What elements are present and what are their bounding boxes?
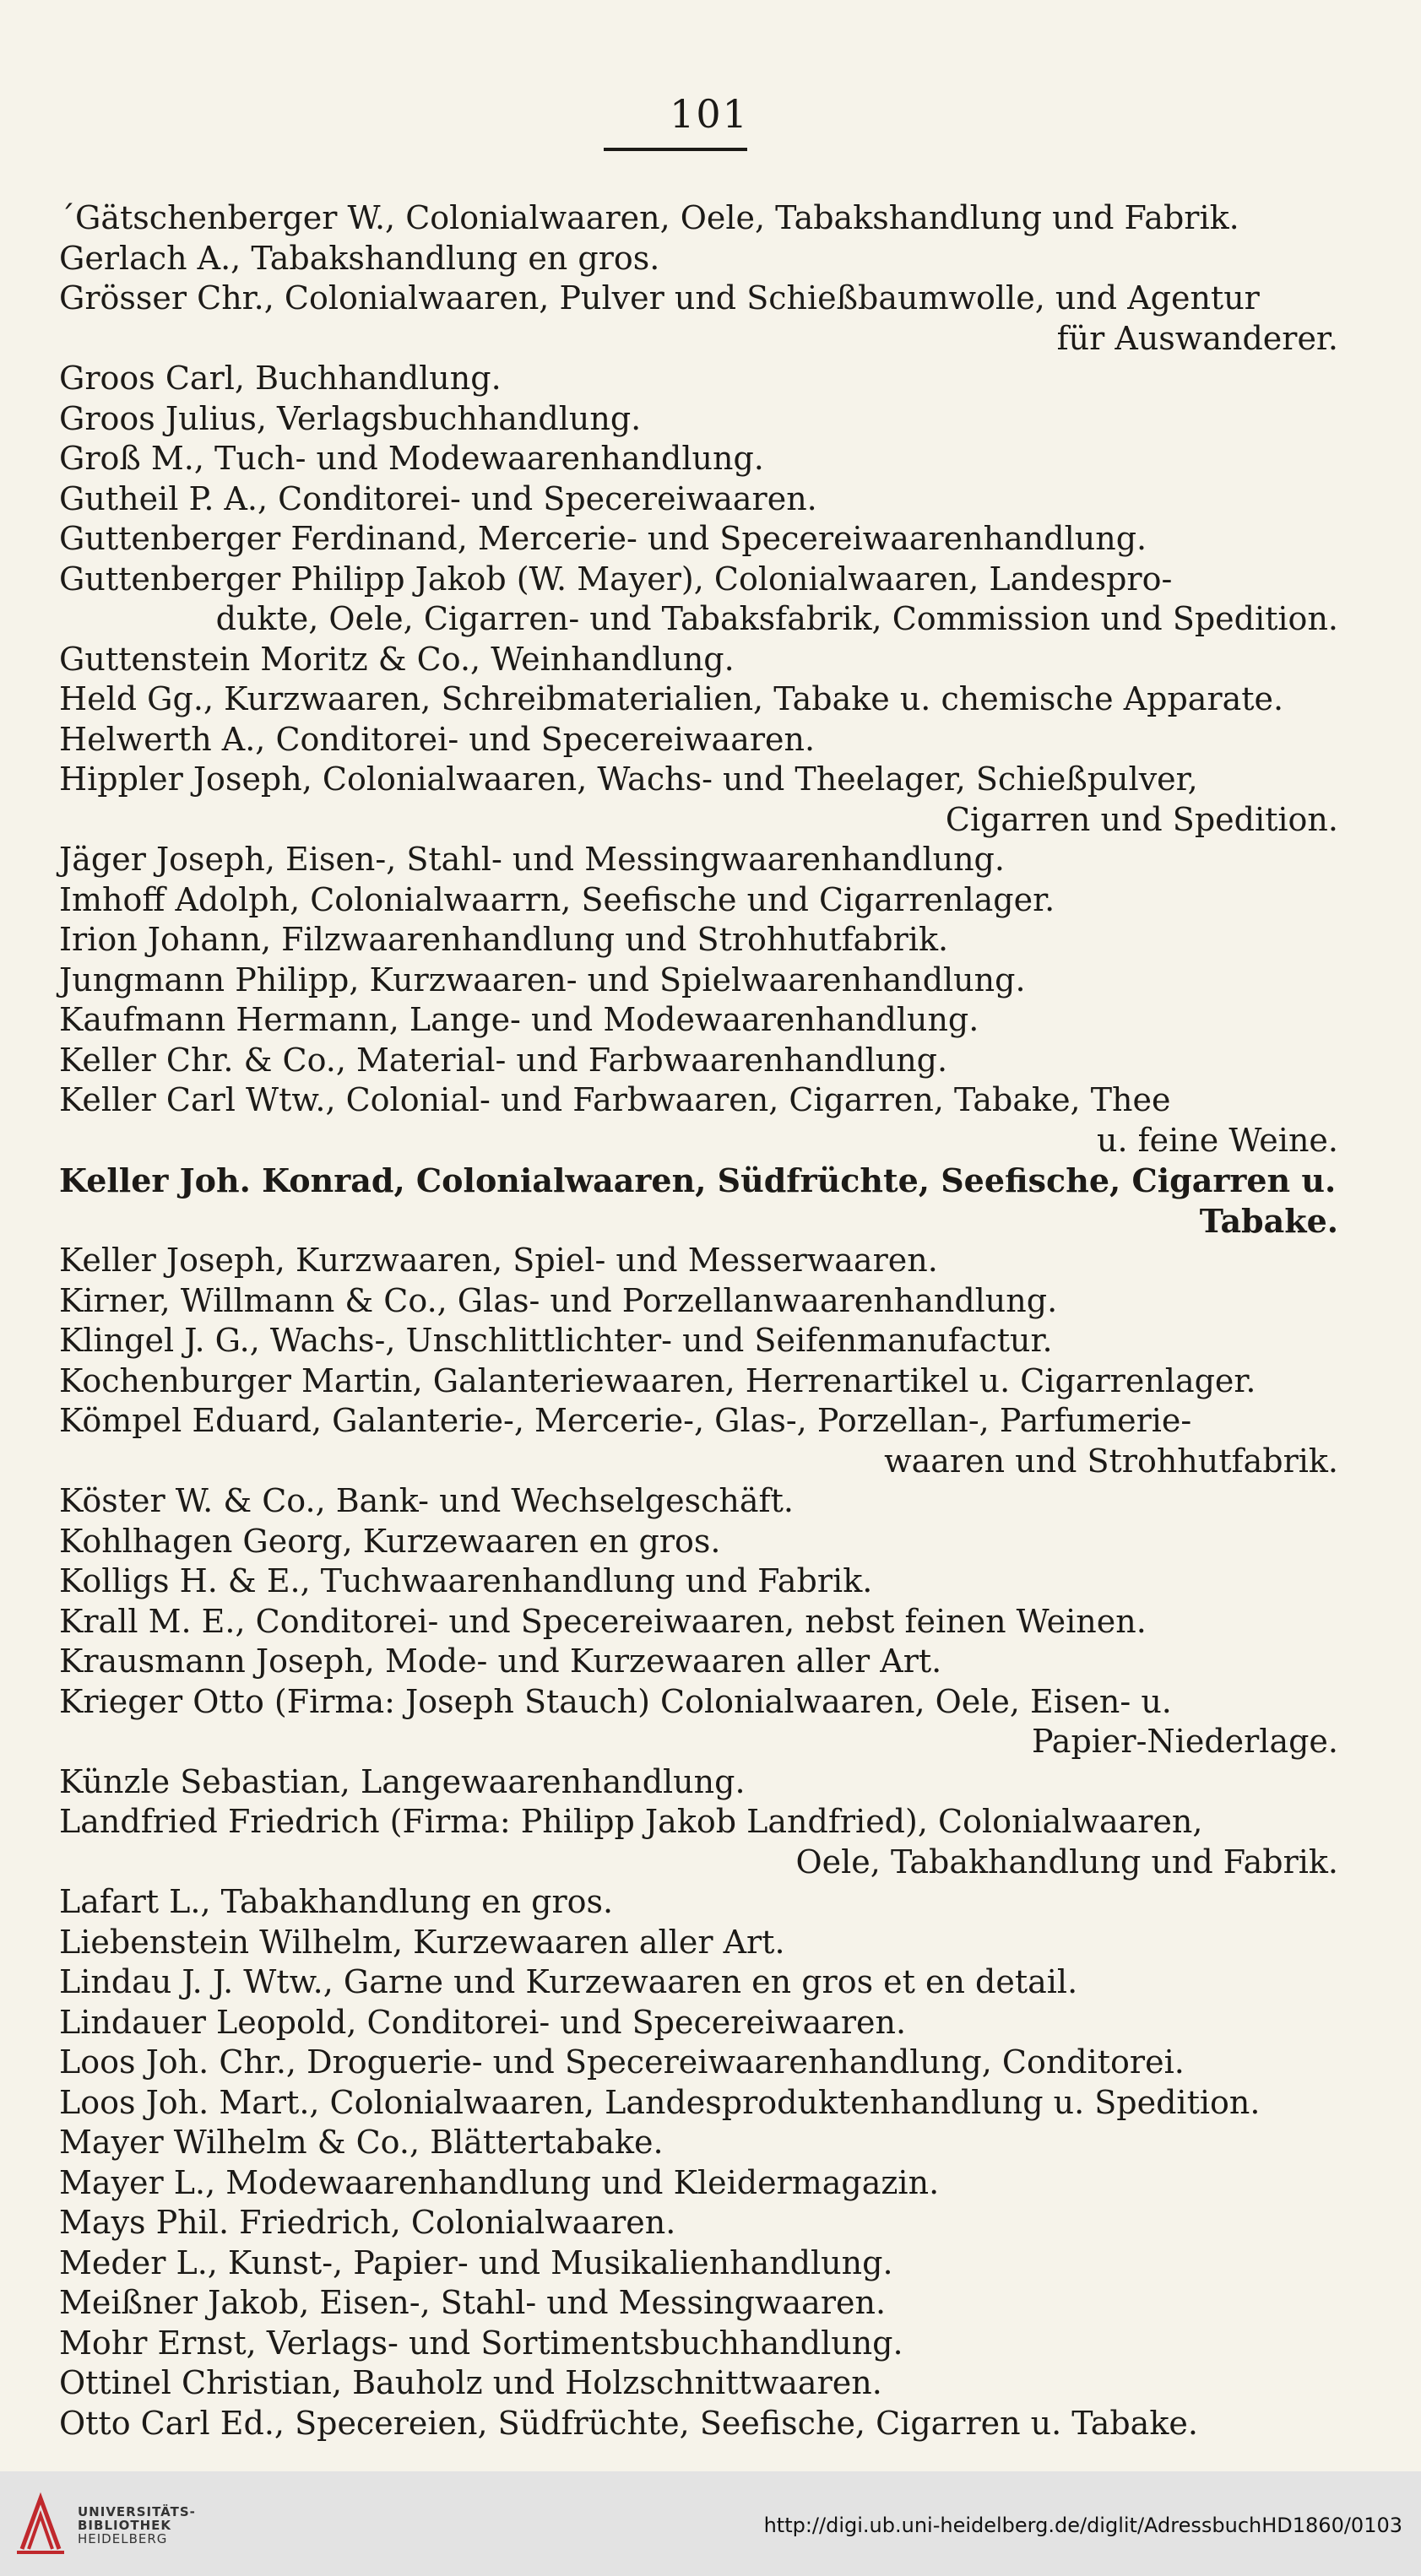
- directory-entry: [59, 1281, 1342, 1322]
- directory-entry: [59, 2083, 1342, 2124]
- entry-text: Irion Johann, Filzwaarenhandlung und Strohhutfabrik.: [59, 921, 949, 958]
- entry-text: Kochenburger Martin, Galanteriewaaren, Herrenartikel u. Cigarrenlager.: [59, 1361, 1256, 1399]
- entry-continuation: u. feine Weine.: [1096, 1121, 1338, 1159]
- entry-text: Groos Carl, Buchhandlung.: [59, 360, 502, 397]
- entry-text: Helwerth A., Conditorei- und Specereiwaaren.: [59, 720, 816, 758]
- directory-entry: [59, 961, 1342, 1001]
- entry-text: Klingel J. G., Wachs-, Unschlittlichter- und Seifenmanufactur.: [59, 1322, 1053, 1359]
- entry-text: Lindauer Leopold, Conditorei- und Specereiwaaren.: [59, 2003, 907, 2041]
- directory-entry: [59, 1401, 1342, 1481]
- directory-entry: [59, 2163, 1342, 2204]
- entry-text: Krieger Otto (Firma: Joseph Stauch) Colonialwaaren, Oele, Eisen- u.: [59, 1682, 1172, 1720]
- entry-text: Mayer L., Modewaarenhandlung und Kleidermagazin.: [59, 2163, 940, 2201]
- entry-continuation: waaren und Strohhutfabrik.: [884, 1442, 1338, 1480]
- directory-entry: [59, 1682, 1342, 1762]
- directory-entry: [59, 239, 1342, 279]
- directory-entry: [59, 1481, 1342, 1522]
- directory-entry: [59, 1802, 1342, 1882]
- entry-text: Loos Joh. Mart., Colonialwaaren, Landesproduktenhandlung u. Spedition.: [59, 2083, 1261, 2121]
- entry-continuation: Papier-Niederlage.: [1031, 1723, 1338, 1760]
- directory-entry: [59, 2363, 1342, 2404]
- entry-text: Krausmann Joseph, Mode- und Kurzewaaren aller Art.: [59, 1642, 942, 1680]
- entry-text: Mohr Ernst, Verlags- und Sortimentsbuchhandlung.: [59, 2324, 903, 2362]
- entry-text: Kaufmann Hermann, Lange- und Modewaarenhandlung.: [59, 1001, 979, 1038]
- entry-text: Guttenberger Philipp Jakob (W. Mayer), Colonialwaaren, Landespro-: [59, 560, 1173, 598]
- directory-entry: [59, 1000, 1342, 1041]
- entry-text: Kirner, Willmann & Co., Glas- und Porzellanwaarenhandlung.: [59, 1281, 1058, 1319]
- entry-text: Lindau J. J. Wtw., Garne und Kurzewaaren en gros et en detail.: [59, 1963, 1078, 2000]
- directory-entry: [59, 1962, 1342, 2003]
- entry-continuation: für Auswanderer.: [1056, 319, 1338, 357]
- entry-text: Imhoff Adolph, Colonialwaarrn, Seefische und Cigarrenlager.: [59, 880, 1055, 918]
- footer-bar: [0, 2471, 1421, 2576]
- directory-entry: [59, 880, 1342, 921]
- directory-entry: [59, 1321, 1342, 1361]
- directory-entry: [59, 1161, 1342, 1241]
- directory-entry: [59, 1080, 1342, 1161]
- directory-entry: [59, 198, 1342, 239]
- entry-text: Keller Joseph, Kurzwaaren, Spiel- und Messerwaaren.: [59, 1242, 938, 1279]
- page-number-rule: [604, 148, 747, 151]
- directory-entry: [59, 1241, 1342, 1281]
- directory-entry: [59, 1561, 1342, 1602]
- directory-entry: [59, 2123, 1342, 2163]
- directory-entry: [59, 2283, 1342, 2324]
- entry-continuation: Cigarren und Spedition.: [945, 800, 1338, 838]
- directory-entry: [59, 840, 1342, 880]
- directory-entry: [59, 1041, 1342, 1081]
- entry-continuation: Oele, Tabakhandlung und Fabrik.: [795, 1843, 1338, 1881]
- directory-entry: [59, 2324, 1342, 2364]
- entry-text: Künzle Sebastian, Langewaarenhandlung.: [59, 1762, 746, 1800]
- directory-entry: [59, 1522, 1342, 1562]
- directory-entry: [59, 399, 1342, 440]
- entry-text: Krall M. E., Conditorei- und Specereiwaaren, nebst feinen Weinen.: [59, 1602, 1147, 1640]
- directory-entry: [59, 2404, 1342, 2444]
- page-number: 101: [670, 91, 749, 137]
- entry-continuation: Tabake.: [1199, 1201, 1338, 1240]
- entry-text: ´Gätschenberger W., Colonialwaaren, Oele, Tabakshandlung und Fabrik.: [59, 199, 1239, 236]
- source-url-link[interactable]: http://digi.ub.uni-heidelberg.de/diglit/AdressbuchHD1860/0103: [763, 2514, 1402, 2537]
- entry-text: Guttenstein Moritz & Co., Weinhandlung.: [59, 640, 735, 678]
- entry-text: Kömpel Eduard, Galanterie-, Mercerie-, Glas-, Porzellan-, Parfumerie-: [59, 1402, 1192, 1439]
- entry-text: Guttenberger Ferdinand, Mercerie- und Specereiwaarenhandlung.: [59, 520, 1147, 557]
- entry-text: Landfried Friedrich (Firma: Philipp Jakob Landfried), Colonialwaaren,: [59, 1803, 1203, 1840]
- entry-text: Meißner Jakob, Eisen-, Stahl- und Messingwaaren.: [59, 2284, 887, 2321]
- directory-entry: [59, 560, 1342, 640]
- university-library-logo-icon: [15, 2490, 66, 2557]
- directory-entry: [59, 1602, 1342, 1642]
- entry-text: Otto Carl Ed., Specereien, Südfrüchte, Seefische, Cigarren u. Tabake.: [59, 2404, 1198, 2442]
- entry-text: Held Gg., Kurzwaaren, Schreibmaterialien, Tabake u. chemische Apparate.: [59, 680, 1284, 717]
- entry-text: Jäger Joseph, Eisen-, Stahl- und Messingwaarenhandlung.: [59, 841, 1005, 878]
- directory-entry: [59, 920, 1342, 961]
- entry-text: Kolligs H. & E., Tuchwaarenhandlung und Fabrik.: [59, 1562, 873, 1599]
- institution-name: [78, 2505, 196, 2546]
- entry-text: Kohlhagen Georg, Kurzewaaren en gros.: [59, 1522, 721, 1560]
- directory-entries: [59, 198, 1342, 2443]
- entry-text: Mays Phil. Friedrich, Colonialwaaren.: [59, 2204, 676, 2241]
- directory-entry: [59, 760, 1342, 840]
- directory-entry: [59, 640, 1342, 680]
- entry-text: Hippler Joseph, Colonialwaaren, Wachs- und Theelager, Schießpulver,: [59, 760, 1198, 798]
- directory-entry: [59, 2243, 1342, 2284]
- entry-text: Mayer Wilhelm & Co., Blättertabake.: [59, 2124, 664, 2161]
- entry-text: Keller Joh. Konrad, Colonialwaaren, Südfrüchte, Seefische, Cigarren u.: [59, 1161, 1337, 1199]
- entry-text: Groß M., Tuch- und Modewaarenhandlung.: [59, 440, 764, 477]
- directory-entry: [59, 1642, 1342, 1682]
- directory-entry: [59, 479, 1342, 520]
- entry-text: Jungmann Philipp, Kurzwaaren- und Spielwaarenhandlung.: [59, 961, 1026, 998]
- entry-text: Gutheil P. A., Conditorei- und Specereiwaaren.: [59, 479, 817, 517]
- directory-entry: [59, 1762, 1342, 1803]
- entry-text: Groos Julius, Verlagsbuchhandlung.: [59, 399, 642, 437]
- entry-text: Grösser Chr., Colonialwaaren, Pulver und Schießbaumwolle, und Agentur: [59, 279, 1260, 317]
- entry-text: Gerlach A., Tabakshandlung en gros.: [59, 239, 660, 277]
- entry-text: Keller Chr. & Co., Material- und Farbwaarenhandlung.: [59, 1041, 948, 1079]
- entry-text: Ottinel Christian, Bauholz und Holzschnittwaaren.: [59, 2364, 882, 2401]
- directory-entry: [59, 439, 1342, 479]
- institution-line: HEIDELBERG: [78, 2531, 168, 2546]
- entry-text: Köster W. & Co., Bank- und Wechselgeschäft.: [59, 1482, 794, 1519]
- directory-entry: [59, 1882, 1342, 1923]
- directory-entry: [59, 519, 1342, 560]
- directory-entry: [59, 679, 1342, 720]
- entry-continuation: dukte, Oele, Cigarren- und Tabaksfabrik, Commission und Spedition.: [215, 600, 1338, 637]
- directory-entry: [59, 279, 1342, 359]
- entry-text: Meder L., Kunst-, Papier- und Musikalienhandlung.: [59, 2243, 893, 2281]
- directory-entry: [59, 2043, 1342, 2083]
- directory-entry: [59, 2003, 1342, 2043]
- entry-text: Lafart L., Tabakhandlung en gros.: [59, 1883, 614, 1920]
- directory-entry: [59, 1361, 1342, 1402]
- entry-text: Keller Carl Wtw., Colonial- und Farbwaaren, Cigarren, Tabake, Thee: [59, 1081, 1171, 1118]
- institution-line: BIBLIOTHEK: [78, 2518, 171, 2533]
- directory-entry: [59, 359, 1342, 399]
- directory-entry: [59, 1923, 1342, 1963]
- directory-entry: [59, 2203, 1342, 2243]
- entry-text: Liebenstein Wilhelm, Kurzewaaren aller Art.: [59, 1923, 785, 1961]
- entry-text: Loos Joh. Chr., Droguerie- und Specereiwaarenhandlung, Conditorei.: [59, 2043, 1185, 2081]
- directory-entry: [59, 720, 1342, 760]
- institution-line: UNIVERSITÄTS-: [78, 2504, 196, 2519]
